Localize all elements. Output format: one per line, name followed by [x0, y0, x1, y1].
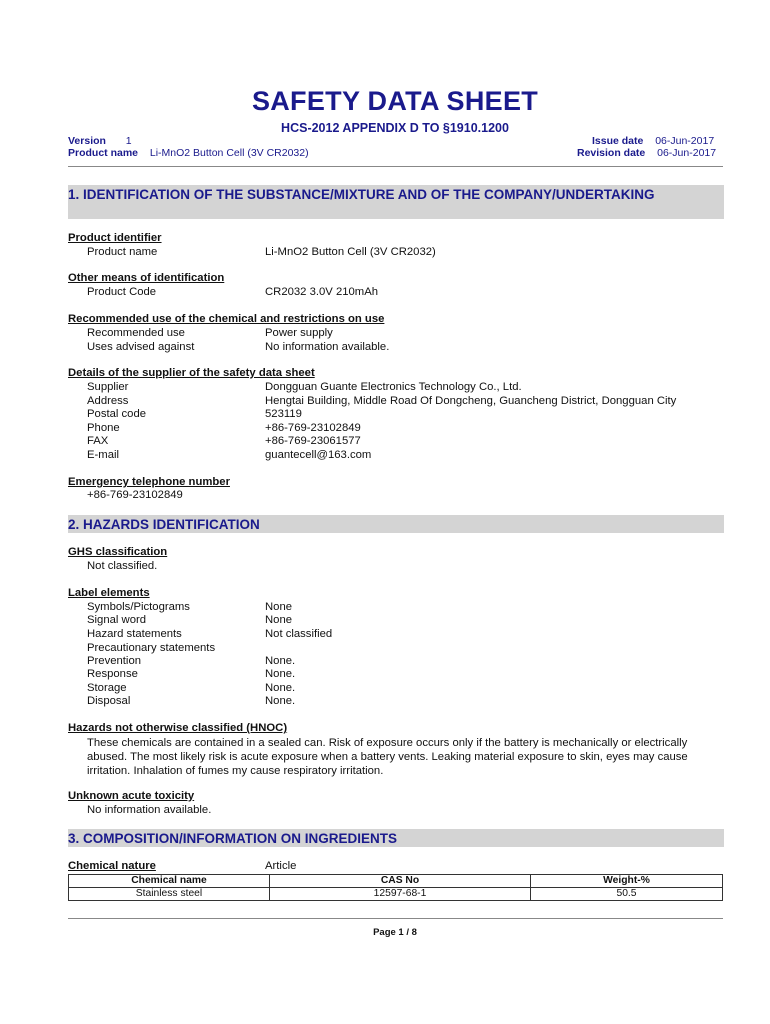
table-cell: Stainless steel	[69, 888, 270, 901]
column-header: Chemical name	[69, 875, 270, 888]
document-subtitle: HCS-2012 APPENDIX D TO §1910.1200	[281, 121, 509, 135]
table-cell: 12597-68-1	[270, 888, 531, 901]
postal-code-label: Postal code	[87, 408, 147, 420]
phone-value: +86-769-23102849	[265, 422, 361, 434]
hnoc-text: These chemicals are contained in a sealed can. Risk of exposure occurs only if the battery is mechanically or electrically abused. The most likely risk is acute exposure when a battery vents. Leaking material exposure to skin, eyes may cause irritation. Inhalation of fumes my cause respiratory irritation.	[87, 737, 688, 777]
uses-advised-against-value: No information available.	[265, 341, 390, 353]
ghs-classification-value: Not classified.	[87, 560, 158, 572]
section-3-title: 3. COMPOSITION/INFORMATION ON INGREDIENTS	[68, 829, 724, 847]
product-code-label: Product Code	[87, 286, 157, 298]
section-1-title: 1. IDENTIFICATION OF THE SUBSTANCE/MIXTURE AND OF THE COMPANY/UNDERTAKING	[68, 185, 724, 219]
revision-date-row	[577, 147, 716, 159]
address-label: Address	[87, 395, 129, 407]
revision-date-label: Revision date	[577, 147, 646, 159]
email-value: guantecell@163.com	[265, 449, 372, 461]
column-header: CAS No	[270, 875, 531, 888]
product-name-value: Li-MnO2 Button Cell (3V CR2032)	[149, 147, 309, 159]
column-header: Weight-%	[531, 875, 723, 888]
emergency-heading: Emergency telephone number	[68, 476, 230, 488]
composition-table	[68, 874, 723, 901]
label-elements-heading: Label elements	[68, 587, 150, 599]
table-row	[69, 888, 723, 901]
footer-divider	[68, 918, 723, 919]
hazard-statements-value: Not classified	[265, 628, 333, 640]
supplier-heading: Details of the supplier of the safety data sheet	[68, 367, 315, 379]
symbols-label: Symbols/Pictograms	[87, 601, 190, 613]
page-number: Page 1 / 8	[373, 927, 417, 938]
issue-date-value: 06-Jun-2017	[655, 135, 715, 147]
prevention-label: Prevention	[87, 655, 142, 667]
symbols-value: None	[265, 601, 293, 613]
emergency-phone-value: +86-769-23102849	[87, 489, 183, 501]
disposal-label: Disposal	[87, 695, 131, 707]
product-identifier-heading: Product identifier	[68, 232, 162, 244]
recommended-use-label: Recommended use	[87, 327, 185, 339]
fax-value: +86-769-23061577	[265, 435, 361, 447]
section-2-title: 2. HAZARDS IDENTIFICATION	[68, 515, 724, 533]
product-name-row	[68, 147, 309, 159]
product-identifier-value: Li-MnO2 Button Cell (3V CR2032)	[265, 246, 436, 258]
other-means-heading: Other means of identification	[68, 272, 225, 284]
address-value: Hengtai Building, Middle Road Of Dongcheng, Guancheng District, Dongguan City	[265, 395, 677, 407]
product-name-label: Product name	[68, 147, 139, 159]
hazard-statements-label: Hazard statements	[87, 628, 182, 640]
response-value: None.	[265, 668, 296, 680]
phone-label: Phone	[87, 422, 120, 434]
chemical-nature-label: Chemical nature	[68, 860, 156, 872]
signal-word-label: Signal word	[87, 614, 147, 626]
header-divider	[68, 166, 723, 167]
acute-toxicity-value: No information available.	[87, 804, 212, 816]
precautionary-statements-label: Precautionary statements	[87, 642, 216, 654]
storage-value: None.	[265, 682, 296, 694]
issue-date-row	[592, 135, 714, 147]
chemical-nature-value: Article	[265, 860, 297, 872]
supplier-value: Dongguan Guante Electronics Technology Co., Ltd.	[265, 381, 522, 393]
email-label: E-mail	[87, 449, 120, 461]
uses-advised-against-label: Uses advised against	[87, 341, 195, 353]
postal-code-value: 523119	[265, 408, 302, 420]
version-value: 1	[125, 135, 132, 147]
recommended-use-value: Power supply	[265, 327, 333, 339]
document-title: SAFETY DATA SHEET	[251, 86, 539, 116]
response-label: Response	[87, 668, 138, 680]
signal-word-value: None	[265, 614, 293, 626]
table-cell: 50.5	[531, 888, 723, 901]
version-label: Version	[68, 135, 106, 147]
version-row	[68, 135, 132, 147]
issue-date-label: Issue date	[592, 135, 644, 147]
composition-table-header	[69, 875, 723, 888]
acute-toxicity-heading: Unknown acute toxicity	[68, 790, 195, 802]
storage-label: Storage	[87, 682, 127, 694]
disposal-value: None.	[265, 695, 296, 707]
prevention-value: None.	[265, 655, 296, 667]
hnoc-heading: Hazards not otherwise classified (HNOC)	[68, 722, 288, 734]
revision-date-value: 06-Jun-2017	[657, 147, 717, 159]
recommended-use-heading: Recommended use of the chemical and restrictions on use	[68, 313, 385, 325]
product-identifier-label: Product name	[87, 246, 158, 258]
ghs-classification-heading: GHS classification	[68, 546, 168, 558]
supplier-label: Supplier	[87, 381, 129, 393]
product-code-value: CR2032 3.0V 210mAh	[265, 286, 379, 298]
fax-label: FAX	[87, 435, 109, 447]
